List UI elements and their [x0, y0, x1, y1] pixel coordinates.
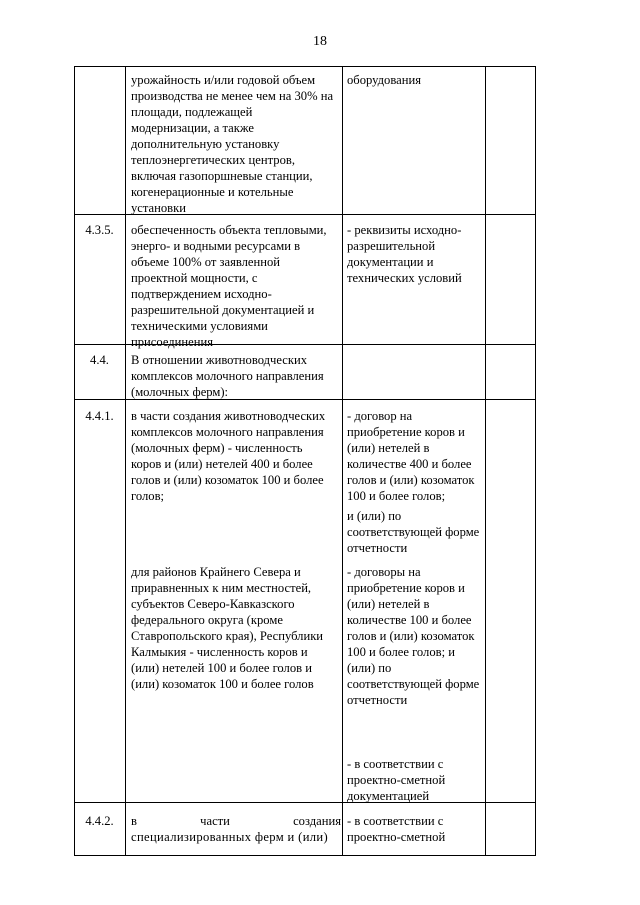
table-border-left	[74, 66, 75, 856]
text-line: голов и (или) козоматок	[347, 629, 475, 643]
text-line: (или) нетелей 100 и более голов и	[131, 661, 312, 675]
text-line: (или) козоматок 100 и более голов	[131, 677, 314, 691]
documents-text	[347, 408, 474, 504]
criterion-text	[131, 408, 325, 504]
text-line: установки	[131, 201, 186, 215]
text-line: в части создания животноводческих	[131, 409, 326, 423]
text-line: - в соответствии с	[347, 757, 444, 771]
text-line: документацией	[347, 789, 430, 803]
text-line: (или) по	[347, 661, 392, 675]
text-line: соответствующей форме	[347, 677, 480, 691]
text-line: Калмыкия - численность коров и	[131, 645, 308, 659]
text-line: - договоры на	[347, 565, 421, 579]
text-line: включая газопоршневые станции,	[131, 169, 313, 183]
criterion-text	[131, 72, 333, 216]
col-divider-2	[342, 66, 343, 856]
text-line: проектной мощности, с	[131, 271, 258, 285]
text-line: голов и (или) козоматок	[347, 473, 475, 487]
text-line: Ставропольского края), Республики	[131, 629, 324, 643]
text-line: производства не менее чем на 30% на	[131, 89, 334, 103]
col-divider-3	[485, 66, 486, 856]
text-line: площади, подлежащей	[131, 105, 253, 119]
text-line: субъектов Северо-Кавказского	[131, 597, 295, 611]
text-line: голов;	[131, 489, 165, 503]
text-line: отчетности	[347, 541, 408, 555]
text-line: теплоэнергетических центров,	[131, 153, 295, 167]
text-line: обеспеченность объекта тепловыми,	[131, 223, 327, 237]
text-line: коров и (или) нетелей 400 и более	[131, 457, 313, 471]
page-number: 18	[313, 34, 327, 49]
text-line: технических условий	[347, 271, 462, 285]
text-line: В отношении животноводческих	[131, 353, 308, 367]
text-line: подтверждением исходно-	[131, 287, 272, 301]
text-line: когенерационные и котельные	[131, 185, 294, 199]
documents-text	[347, 222, 462, 286]
table-border-top	[74, 66, 536, 67]
word: части	[200, 814, 230, 828]
documents-text	[347, 756, 445, 804]
text-line: документации и	[347, 255, 434, 269]
text-line: (молочных ферм) - численность	[131, 441, 303, 455]
table-border-right	[535, 66, 536, 856]
text-line: - в соответствии с	[347, 814, 444, 828]
text-line: комплексов молочного направления	[131, 425, 324, 439]
text-line: энерго- и водными ресурсами в	[131, 239, 301, 253]
criterion-justified-line	[131, 813, 341, 829]
documents-text	[347, 564, 479, 708]
text-line: (или) нетелей в	[347, 597, 430, 611]
text-line: объеме 100% от заявленной	[131, 255, 281, 269]
text-line: - договор на	[347, 409, 413, 423]
text-line: комплексов молочного направления	[131, 369, 324, 383]
word: создания	[293, 814, 341, 828]
text-line: количестве 100 и более	[347, 613, 472, 627]
word: в	[131, 814, 137, 828]
col-divider-1	[125, 66, 126, 856]
text-line: федерального округа (кроме	[131, 613, 283, 627]
row-divider	[74, 802, 536, 803]
text-line: дополнительную установку	[131, 137, 280, 151]
text-line: (молочных ферм):	[131, 385, 229, 399]
text-line: приобретение коров и	[347, 581, 465, 595]
text-line: количестве 400 и более	[347, 457, 472, 471]
text-line: проектно-сметной	[347, 773, 446, 787]
documents-text	[347, 508, 479, 556]
documents-text	[347, 72, 421, 88]
text-line: голов и (или) козоматок 100 и более	[131, 473, 324, 487]
row-number: 4.4.	[90, 353, 109, 367]
criterion-text: специализированных ферм и (или)	[131, 830, 329, 844]
documents-text	[347, 813, 445, 845]
text-line: приравненных к ним местностей,	[131, 581, 312, 595]
text-line: и (или) по	[347, 509, 402, 523]
text-line: 100 и более голов;	[347, 489, 446, 503]
table-border-bottom	[74, 855, 536, 856]
text-line: оборудования	[347, 73, 421, 87]
text-line: разрешительной документацией и	[131, 303, 315, 317]
text-line: - реквизиты исходно-	[347, 223, 462, 237]
text-line: отчетности	[347, 693, 408, 707]
row-number: 4.3.5.	[85, 223, 114, 237]
text-line: для районов Крайнего Севера и	[131, 565, 301, 579]
requirements-table	[74, 66, 536, 856]
text-line: разрешительной	[347, 239, 436, 253]
criterion-text	[131, 222, 327, 350]
row-number: 4.4.2.	[85, 814, 114, 828]
text-line: проектно-сметной	[347, 830, 446, 844]
text-line: присоединения	[131, 335, 213, 349]
text-line: 100 и более голов; и	[347, 645, 455, 659]
text-line: приобретение коров и	[347, 425, 465, 439]
text-line: модернизации, а также	[131, 121, 254, 135]
criterion-text	[131, 564, 323, 692]
row-number: 4.4.1.	[85, 409, 114, 423]
text-line: соответствующей форме	[347, 525, 480, 539]
section-heading	[131, 352, 324, 400]
text-line: техническими условиями	[131, 319, 268, 333]
text-line: (или) нетелей в	[347, 441, 430, 455]
text-line: урожайность и/или годовой объем	[131, 73, 316, 87]
